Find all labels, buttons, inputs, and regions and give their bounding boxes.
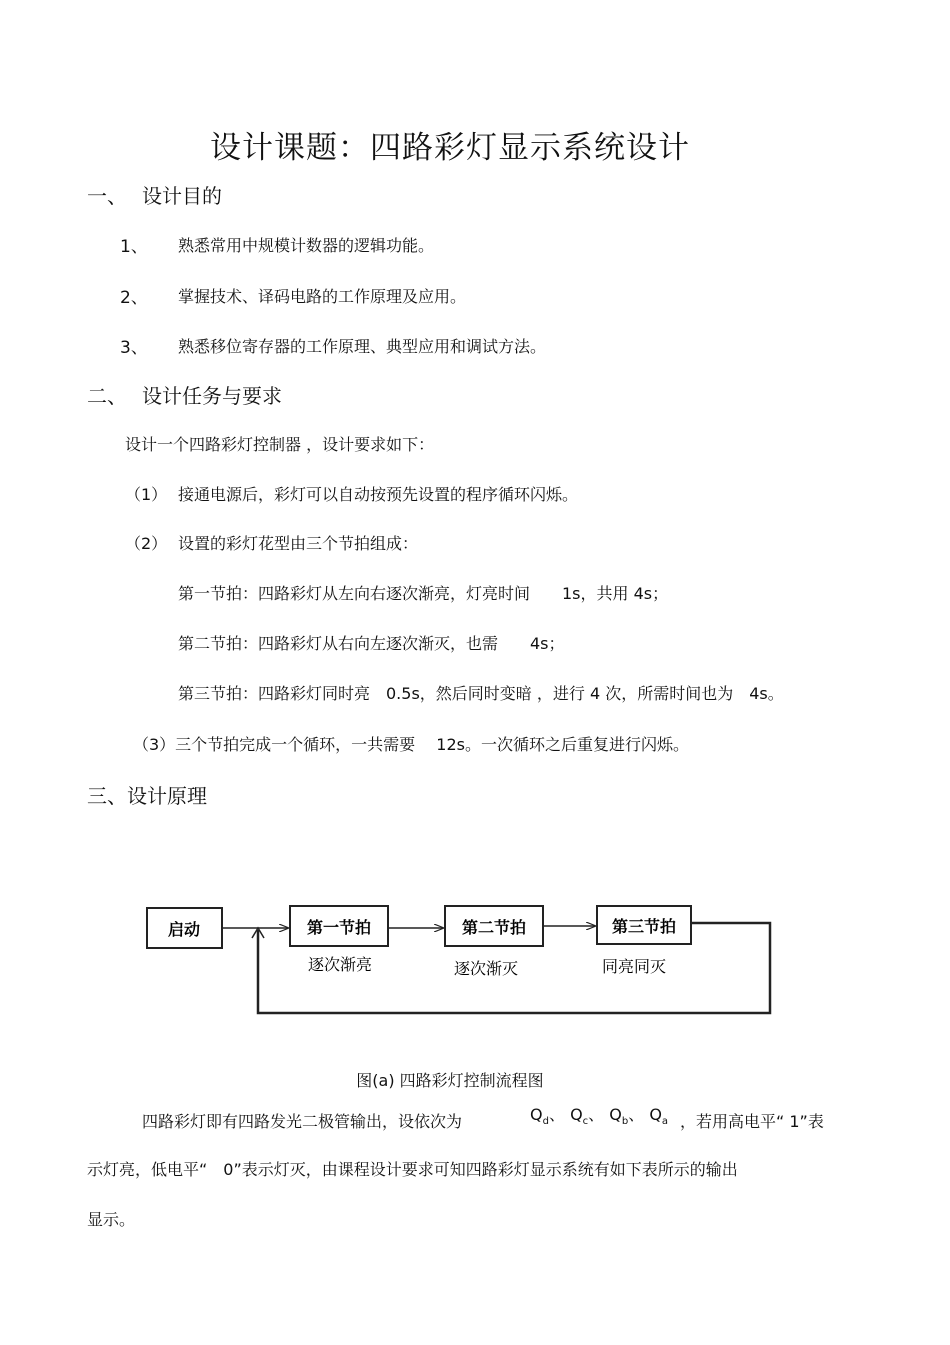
task-intro: 设计一个四路彩灯控制器 ，设计要求如下： xyxy=(125,435,435,454)
paragraph-line-1-end: ，若用高电平“ 1”表 xyxy=(680,1112,824,1131)
objective-2-number: 2、 xyxy=(120,288,148,308)
requirement-3-text: （3）三个节拍完成一个循环，一共需要 12s。一次循环之后重复进行闪烁。 xyxy=(133,735,689,754)
beat-3-label: 第三节拍 xyxy=(611,917,677,936)
requirement-1-number: （1） xyxy=(125,485,168,504)
beat-1-desc: 逐次渐亮 xyxy=(307,955,373,974)
beat-2-label: 第二节拍 xyxy=(461,918,527,937)
objective-1-number: 1、 xyxy=(120,237,148,257)
beat-1-description: 第一节拍：四路彩灯从左向右逐次渐亮，灯亮时间 1s，共用 4s； xyxy=(178,584,669,603)
q-b: $Q_b$ xyxy=(609,1105,629,1127)
beat-1-label: 第一节拍 xyxy=(306,918,372,937)
requirement-2-number: （2） xyxy=(125,534,168,553)
requirement-1-text: 接通电源后，彩灯可以自动按预先设置的程序循环闪烁。 xyxy=(178,485,579,504)
q-outputs: $Q_d$、 $Q_c$、 $Q_b$、 $Q_a$ xyxy=(530,1105,669,1127)
beat-3-description: 第三节拍：四路彩灯同时亮 0.5s，然后同时变暗 ，进行 4 次，所需时间也为 4s。 xyxy=(178,684,784,703)
start-label: 启动 xyxy=(167,920,201,939)
q-d: $Q_d$ xyxy=(530,1105,549,1127)
figure-caption: 图(a) 四路彩灯控制流程图 xyxy=(356,1071,544,1090)
objective-3-text: 熟悉移位寄存器的工作原理、典型应用和调试方法。 xyxy=(178,337,547,356)
paragraph-line-1-start: 四路彩灯即有四路发光二极管输出，设依次为 xyxy=(142,1112,463,1131)
section-3-heading: 三、设计原理 xyxy=(87,784,207,808)
q-a: $Q_a$ xyxy=(649,1105,669,1127)
beat-3-desc: 同亮同灭 xyxy=(601,957,667,976)
q-c: $Q_c$ xyxy=(570,1105,589,1127)
objective-1-text: 熟悉常用中规模计数器的逻辑功能。 xyxy=(178,236,435,255)
requirement-2-text: 设置的彩灯花型由三个节拍组成： xyxy=(178,534,419,553)
section-1-number: 一、 xyxy=(87,184,127,208)
objective-2-text: 掌握技术、译码电路的工作原理及应用。 xyxy=(178,287,467,306)
beat-2-desc: 逐次渐灭 xyxy=(453,959,519,978)
section-1-heading: 设计目的 xyxy=(142,184,222,208)
section-2-number: 二、 xyxy=(87,384,127,408)
paragraph-line-3: 显示。 xyxy=(87,1210,136,1229)
beat-2-description: 第二节拍：四路彩灯从右向左逐次渐灭，也需 4s； xyxy=(178,634,565,653)
paragraph-line-2: 示灯亮，低电平“ 0”表示灯灭，由课程设计要求可知四路彩灯显示系统有如下表所示的输出 xyxy=(87,1160,738,1179)
flow-diagram xyxy=(0,890,950,1020)
objective-3-number: 3、 xyxy=(120,338,148,358)
section-2-heading: 设计任务与要求 xyxy=(142,384,282,408)
page-title: 设计课题：四路彩灯显示系统设计 xyxy=(210,130,690,166)
